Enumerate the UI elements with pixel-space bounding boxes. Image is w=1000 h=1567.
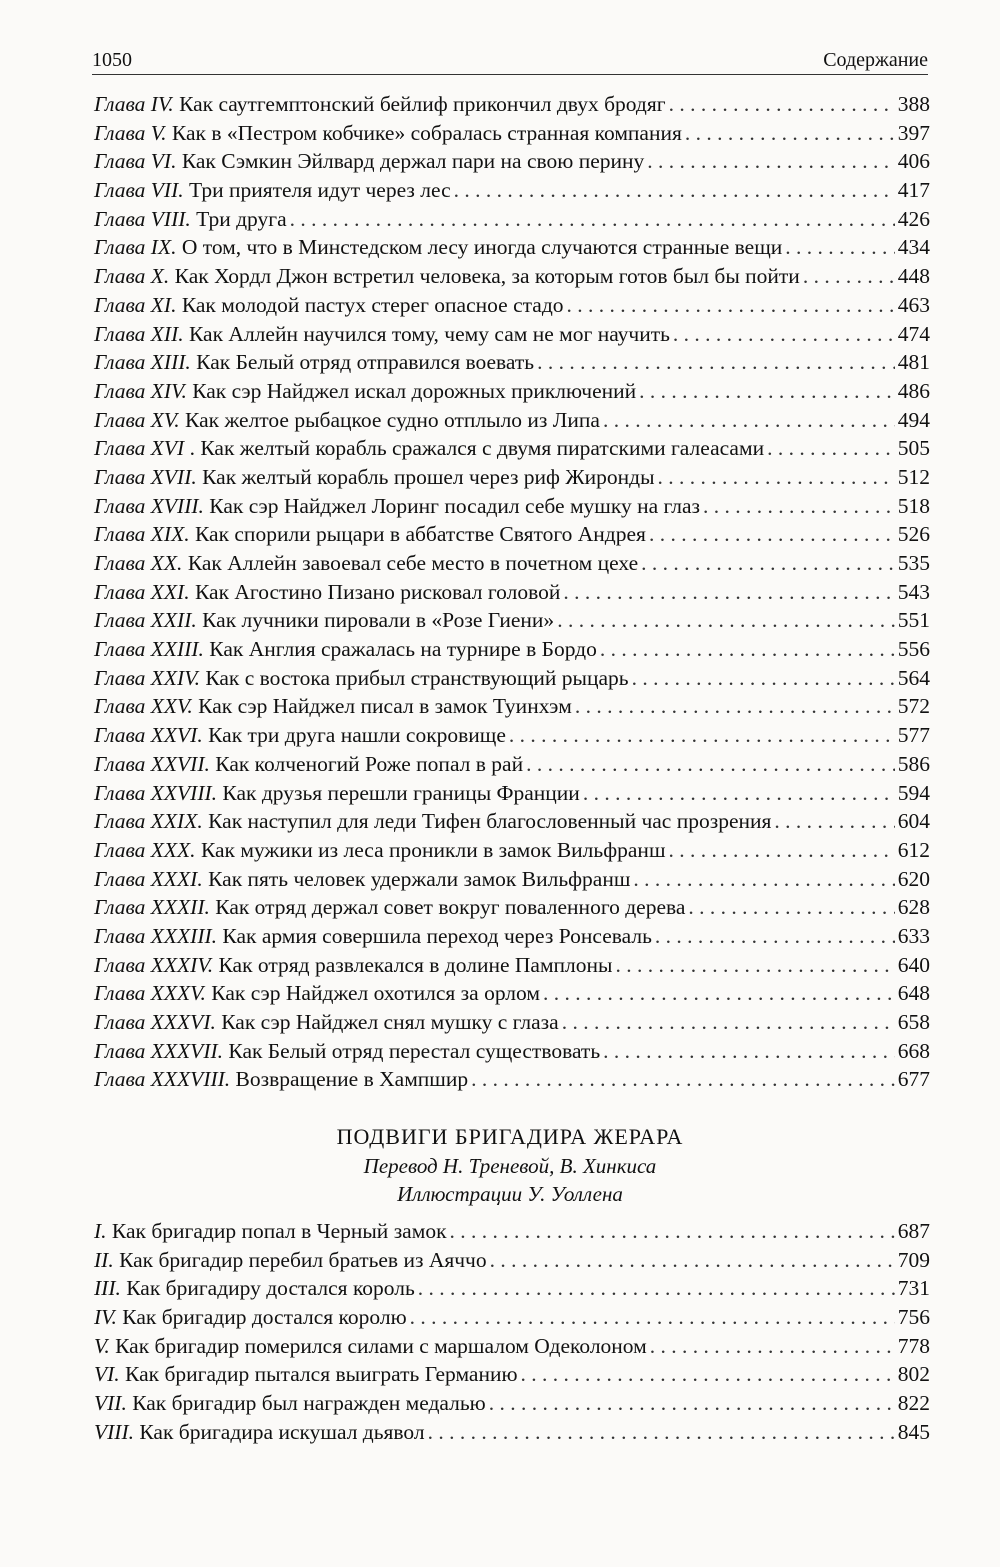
chapter-title: Как бригадир попал в Черный замок <box>106 1219 447 1243</box>
entry-text <box>94 1246 487 1275</box>
toc-entry <box>94 979 930 1008</box>
illustration-credit: Иллюстрации У. Уоллена <box>397 1182 623 1206</box>
dot-leader <box>290 205 895 234</box>
toc-entry <box>94 635 930 664</box>
page-ref: 648 <box>897 981 930 1006</box>
chapter-title: Как Сэмкин Эйлвард держал пари на свою перину <box>176 149 645 174</box>
chapter-number: Глава XIV. <box>94 378 187 403</box>
page-ref: 612 <box>897 837 930 862</box>
chapter-number: VII. <box>94 1391 127 1416</box>
entry-text <box>94 549 638 578</box>
toc-entry <box>94 233 930 262</box>
entry-text <box>94 1274 415 1303</box>
dot-leader <box>428 1418 895 1447</box>
chapter-title: Как бригадир померился силами с маршалом Одеколоном <box>109 1333 647 1358</box>
toc-entry <box>94 836 930 865</box>
dot-leader <box>615 951 894 980</box>
toc-entry <box>94 176 930 205</box>
page-ref: 594 <box>897 780 930 805</box>
entry-text <box>94 1008 559 1037</box>
chapter-title: Как Агостино Пизано рисковал головой <box>189 579 561 604</box>
section-title: ПОДВИГИ БРИГАДИРА ЖЕРАРА <box>336 1124 684 1149</box>
toc-entry <box>94 90 930 119</box>
page-ref: 486 <box>897 378 930 403</box>
toc-entry <box>94 664 930 693</box>
chapter-number: Глава XXIX. <box>94 809 203 834</box>
page-ref: 709 <box>897 1247 930 1272</box>
chapter-number: Глава XV. <box>94 407 180 432</box>
chapter-number: I. <box>94 1219 107 1243</box>
dot-leader <box>685 119 895 148</box>
chapter-number: Глава VIII. <box>94 206 191 231</box>
chapter-number: Глава XXX. <box>94 837 196 862</box>
chapter-title: Как желтый корабль прошел через риф Жиронды <box>196 464 655 489</box>
toc-entry <box>94 320 930 349</box>
chapter-number: Глава IV. <box>94 92 174 116</box>
chapter-number: Глава VII. <box>94 178 184 203</box>
toc-entry <box>94 549 930 578</box>
entry-text <box>94 147 644 176</box>
page-ref: 731 <box>897 1276 930 1301</box>
page-ref: 633 <box>897 923 930 948</box>
chapter-title: Как сэр Найджел писал в замок Туинхэм <box>192 694 572 719</box>
entry-text <box>94 606 554 635</box>
chapter-title: Как отряд держал совет вокруг поваленного дерева <box>209 895 686 920</box>
toc-entry <box>94 1217 930 1246</box>
chapter-number: Глава V. <box>94 120 167 145</box>
entry-text <box>94 578 560 607</box>
page-ref: 658 <box>897 1010 930 1034</box>
toc-list-brigadier-gerard <box>94 1217 930 1447</box>
chapter-number: Глава VI. <box>94 149 177 174</box>
dot-leader <box>490 1246 895 1275</box>
entry-text <box>94 750 523 779</box>
dot-leader <box>649 520 895 549</box>
section-heading <box>0 1122 1000 1208</box>
chapter-title: Как лучники пировали в «Розе Гиени» <box>196 608 555 633</box>
chapter-number: Глава XXV. <box>94 694 193 719</box>
chapter-title: Как сэр Найджел снял мушку с глаза <box>215 1010 559 1034</box>
dot-leader <box>603 406 895 435</box>
toc-entry <box>94 147 930 176</box>
chapter-title: Как друзья перешли границы Франции <box>217 780 580 805</box>
chapter-number: Глава XVII. <box>94 464 197 489</box>
toc-entry <box>94 377 930 406</box>
dot-leader <box>603 1037 895 1066</box>
page-ref: 397 <box>897 120 930 145</box>
dot-leader <box>526 750 895 779</box>
page-ref: 687 <box>897 1219 930 1243</box>
page-ref: 551 <box>897 608 930 633</box>
dot-leader <box>600 635 895 664</box>
page-ref: 668 <box>897 1038 930 1063</box>
chapter-number: Глава XXXIII. <box>94 923 218 948</box>
entry-text <box>94 291 564 320</box>
chapter-title: Как желтое рыбацкое судно отплыло из Липа <box>179 407 600 432</box>
chapter-number: Глава XXXI. <box>94 866 203 891</box>
toc-entry <box>94 348 930 377</box>
dot-leader <box>774 807 894 836</box>
toc-entry <box>94 807 930 836</box>
page-ref: 494 <box>897 407 930 432</box>
page-ref: 526 <box>897 522 930 547</box>
dot-leader <box>688 893 894 922</box>
entry-text <box>94 233 782 262</box>
page-ref: 417 <box>897 178 930 203</box>
toc-entry <box>94 865 930 894</box>
chapter-number: Глава XXVI. <box>94 723 203 748</box>
dot-leader <box>785 233 894 262</box>
running-title: Содержание <box>823 49 928 71</box>
page-ref: 677 <box>897 1067 930 1092</box>
chapter-title: Как отряд развлекался в долине Памплоны <box>213 952 613 977</box>
entry-text <box>94 377 636 406</box>
dot-leader <box>563 578 894 607</box>
dot-leader <box>562 1008 895 1037</box>
page-ref: 406 <box>897 149 930 174</box>
entry-text <box>94 1332 647 1361</box>
dot-leader <box>471 1065 895 1094</box>
chapter-title: Как мужики из леса проникли в замок Вильфранш <box>195 837 666 862</box>
dot-leader <box>655 922 895 951</box>
toc-entry <box>94 1418 930 1447</box>
toc-entry <box>94 1389 930 1418</box>
entry-text <box>94 406 600 435</box>
page-ref: 512 <box>897 464 930 489</box>
chapter-title: . Как желтый корабль сражался с двумя пиратскими галеасами <box>184 436 765 461</box>
chapter-title: Как бригадир пытался выиграть Германию <box>119 1362 518 1387</box>
page-ref: 577 <box>897 723 930 748</box>
dot-leader <box>450 1217 895 1246</box>
entry-text <box>94 205 287 234</box>
chapter-number: Глава XXXVII. <box>94 1038 224 1063</box>
toc-entry <box>94 578 930 607</box>
chapter-number: Глава XXIII. <box>94 637 204 662</box>
page-ref: 822 <box>897 1391 930 1416</box>
page-ref: 481 <box>897 350 930 375</box>
toc-entry <box>94 606 930 635</box>
toc-entry <box>94 750 930 779</box>
dot-leader <box>521 1360 895 1389</box>
chapter-title: Как сэр Найджел искал дорожных приключений <box>186 378 637 403</box>
page-ref: 463 <box>897 292 930 317</box>
toc-entry <box>94 951 930 980</box>
chapter-title: Возвращение в Хампшир <box>230 1067 469 1092</box>
entry-text <box>94 176 451 205</box>
chapter-number: Глава XXII. <box>94 608 197 633</box>
chapter-title: Как спорили рыцари в аббатстве Святого Андрея <box>189 522 646 547</box>
translation-credit: Перевод Н. Треневой, В. Хинкиса <box>363 1154 657 1178</box>
dot-leader <box>632 664 895 693</box>
chapter-number: VI. <box>94 1362 120 1387</box>
page-ref: 434 <box>897 235 930 260</box>
chapter-number: Глава XXVIII. <box>94 780 218 805</box>
toc-entry <box>94 1065 930 1094</box>
dot-leader <box>418 1274 895 1303</box>
page-ref: 778 <box>897 1333 930 1358</box>
dot-leader <box>669 90 895 119</box>
page-ref: 448 <box>897 264 930 289</box>
dot-leader <box>633 865 894 894</box>
toc-entry <box>94 205 930 234</box>
page-ref: 518 <box>897 493 930 518</box>
dot-leader <box>669 836 895 865</box>
entry-text <box>94 1217 447 1246</box>
chapter-number: Глава XXI. <box>94 579 190 604</box>
chapter-title: Как бригадира искушал дьявол <box>134 1419 425 1444</box>
entry-text <box>94 1037 600 1066</box>
dot-leader <box>410 1303 895 1332</box>
dot-leader <box>658 463 895 492</box>
chapter-number: Глава XXXV. <box>94 981 206 1006</box>
chapter-number: Глава XX. <box>94 551 183 575</box>
page-ref: 564 <box>897 665 930 690</box>
toc-entry <box>94 1008 930 1037</box>
dot-leader <box>650 1332 895 1361</box>
chapter-title: Как колченогий Роже попал в рай <box>209 751 524 776</box>
dot-leader <box>803 262 895 291</box>
toc-entry <box>94 692 930 721</box>
chapter-number: Глава XI. <box>94 292 177 317</box>
chapter-number: III. <box>94 1276 121 1301</box>
chapter-title: Как бригадир перебил братьев из Аяччо <box>113 1247 487 1272</box>
chapter-title: Как пять человек удержали замок Вильфранш <box>202 866 631 891</box>
entry-text <box>94 635 597 664</box>
page-ref: 426 <box>897 206 930 231</box>
page-number: 1050 <box>92 49 132 71</box>
entry-text <box>94 779 580 808</box>
chapter-number: Глава XII. <box>94 321 184 346</box>
toc-entry <box>94 721 930 750</box>
page-ref: 628 <box>897 895 930 920</box>
entry-text <box>94 1303 407 1332</box>
entry-text <box>94 119 682 148</box>
chapter-number: Глава XVI <box>94 436 185 461</box>
chapter-title: Как бригадир был награжден медалью <box>126 1391 486 1416</box>
dot-leader <box>509 721 895 750</box>
dot-leader <box>673 320 895 349</box>
toc-entry <box>94 893 930 922</box>
chapter-title: Как наступил для леди Тифен благословенный час прозрения <box>202 809 772 834</box>
chapter-title: Как Аллейн завоевал себе место в почетном цехе <box>182 551 639 575</box>
chapter-title: Как Англия сражалась на турнире в Бордо <box>203 637 597 662</box>
toc-entry <box>94 1274 930 1303</box>
chapter-title: Как Аллейн научился тому, чему сам не мог научить <box>183 321 670 346</box>
chapter-number: Глава IX. <box>94 235 177 260</box>
dot-leader <box>641 549 895 578</box>
chapter-number: II. <box>94 1247 114 1272</box>
dot-leader <box>703 492 895 521</box>
entry-text <box>94 1065 468 1094</box>
page-ref: 556 <box>897 637 930 662</box>
chapter-title: Как Хордл Джон встретил человека, за которым готов был бы пойти <box>169 264 800 289</box>
dot-leader <box>543 979 895 1008</box>
toc-list-white-company <box>94 90 930 1094</box>
entry-text <box>94 951 612 980</box>
entry-text <box>94 1360 518 1389</box>
page-ref: 572 <box>897 694 930 719</box>
entry-text <box>94 320 670 349</box>
chapter-number: IV. <box>94 1305 117 1330</box>
entry-text <box>94 807 771 836</box>
chapter-number: Глава XIX. <box>94 522 190 547</box>
entry-text <box>94 463 655 492</box>
entry-text <box>94 692 572 721</box>
toc-entry <box>94 1246 930 1275</box>
page-ref: 640 <box>897 952 930 977</box>
dot-leader <box>583 779 895 808</box>
toc-entry <box>94 492 930 521</box>
chapter-title: Как три друга нашли сокровище <box>202 723 506 748</box>
dot-leader <box>489 1389 895 1418</box>
toc-entry <box>94 520 930 549</box>
entry-text <box>94 492 700 521</box>
chapter-number: Глава XXXVIII. <box>94 1067 231 1092</box>
chapter-number: Глава XXXVI. <box>94 1010 216 1034</box>
chapter-number: Глава XVIII. <box>94 493 204 518</box>
entry-text <box>94 1418 425 1447</box>
entry-text <box>94 836 666 865</box>
chapter-number: VIII. <box>94 1419 134 1444</box>
entry-text <box>94 893 685 922</box>
chapter-title: О том, что в Минстедском лесу иногда случаются странные вещи <box>176 235 783 260</box>
page-ref: 505 <box>897 436 930 461</box>
dot-leader <box>647 147 894 176</box>
entry-text <box>94 664 629 693</box>
toc-entry <box>94 119 930 148</box>
dot-leader <box>557 606 895 635</box>
toc-entry <box>94 434 930 463</box>
page-ref: 802 <box>897 1362 930 1387</box>
chapter-title: Как бригадиру достался король <box>120 1276 415 1301</box>
chapter-title: Как Белый отряд перестал существовать <box>223 1038 601 1063</box>
page-ref: 756 <box>897 1305 930 1330</box>
chapter-number: Глава XIII. <box>94 350 191 375</box>
running-header <box>92 44 928 75</box>
entry-text <box>94 721 506 750</box>
toc-entry <box>94 1332 930 1361</box>
chapter-title: Как в «Пестром кобчике» собралась странная компания <box>166 120 682 145</box>
page-ref: 620 <box>897 866 930 891</box>
chapter-title: Как с востока прибыл странствующий рыцарь <box>199 665 629 690</box>
entry-text <box>94 865 630 894</box>
chapter-number: Глава X. <box>94 264 170 289</box>
page-ref: 845 <box>897 1419 930 1444</box>
chapter-number: Глава XXVII. <box>94 751 210 776</box>
chapter-number: Глава XXIV. <box>94 665 200 690</box>
chapter-number: V. <box>94 1333 110 1358</box>
dot-leader <box>575 692 895 721</box>
dot-leader <box>767 434 895 463</box>
entry-text <box>94 922 652 951</box>
chapter-title: Как сэр Найджел охотился за орлом <box>205 981 540 1006</box>
page-ref: 474 <box>897 321 930 346</box>
entry-text <box>94 434 764 463</box>
chapter-title: Как армия совершила переход через Ронсеваль <box>217 923 652 948</box>
chapter-title: Три приятеля идут через лес <box>183 178 451 203</box>
toc-entry <box>94 1037 930 1066</box>
page-ref: 604 <box>897 809 930 834</box>
entry-text <box>94 520 646 549</box>
page-ref: 543 <box>897 579 930 604</box>
dot-leader <box>639 377 895 406</box>
entry-text <box>94 90 666 119</box>
toc-entry <box>94 779 930 808</box>
chapter-title: Три друга <box>190 206 287 231</box>
entry-text <box>94 348 534 377</box>
toc-entry <box>94 1303 930 1332</box>
toc-entry <box>94 291 930 320</box>
chapter-title: Как саутгемптонский бейлиф прикончил двух бродяг <box>173 92 666 116</box>
chapter-title: Как Белый отряд отправился воевать <box>190 350 535 375</box>
chapter-number: Глава XXXIV. <box>94 952 214 977</box>
chapter-title: Как бригадир достался королю <box>116 1305 407 1330</box>
dot-leader <box>537 348 895 377</box>
chapter-number: Глава XXXII. <box>94 895 210 920</box>
page-ref: 535 <box>897 551 930 575</box>
chapter-title: Как сэр Найджел Лоринг посадил себе мушку на глаз <box>203 493 701 518</box>
toc-entry <box>94 406 930 435</box>
toc-entry <box>94 262 930 291</box>
entry-text <box>94 262 800 291</box>
toc-entry <box>94 1360 930 1389</box>
entry-text <box>94 979 540 1008</box>
toc-entry <box>94 922 930 951</box>
dot-leader <box>567 291 895 320</box>
chapter-title: Как молодой пастух стерег опасное стадо <box>176 292 564 317</box>
toc-entry <box>94 463 930 492</box>
dot-leader <box>454 176 895 205</box>
page-ref: 388 <box>897 92 930 116</box>
entry-text <box>94 1389 486 1418</box>
page-ref: 586 <box>897 751 930 776</box>
